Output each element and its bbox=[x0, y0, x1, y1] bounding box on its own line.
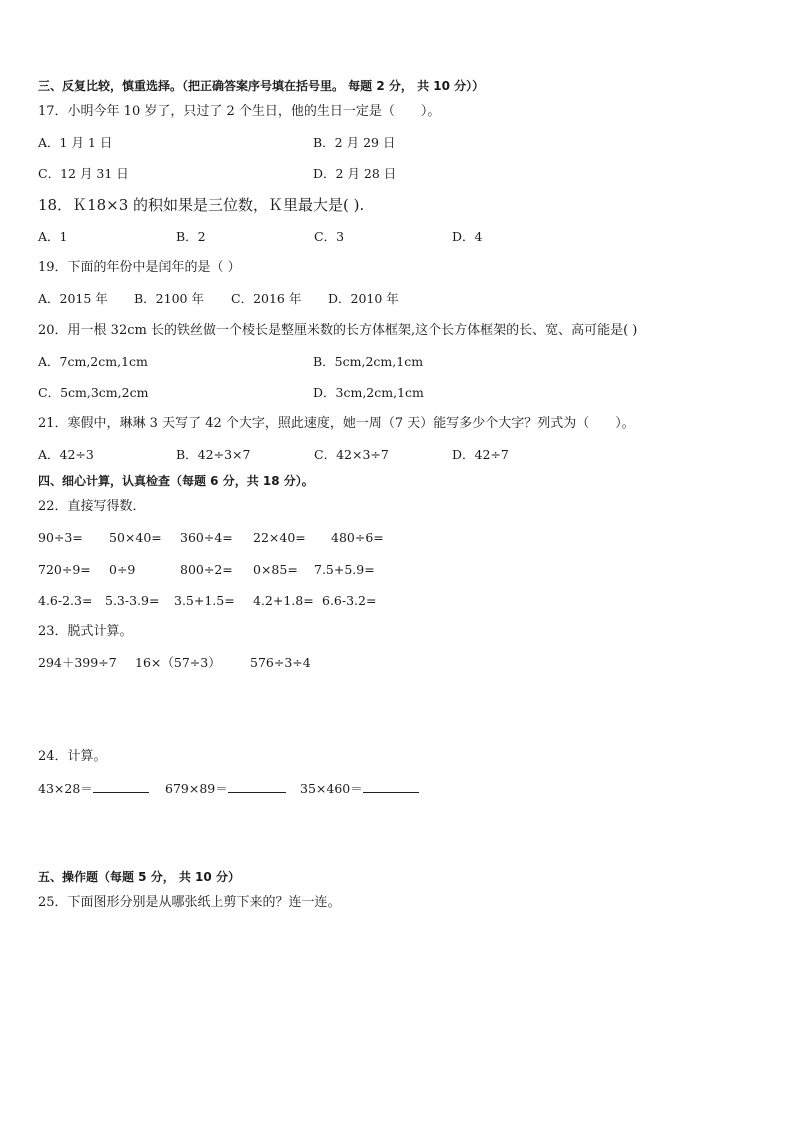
q24-expression: 43×28＝ bbox=[38, 781, 93, 796]
q19-option-c: C．2016 年 bbox=[231, 291, 302, 306]
question-18-stem: 18．Ｋ18×3 的积如果是三位数，Ｋ里最大是( ). bbox=[38, 196, 365, 214]
q24-item-3 bbox=[300, 779, 419, 798]
section-3-title: 三、反复比较，慎重选择。（把正确答案序号填在括号里。 每题 2 分， 共 10 分）） bbox=[38, 79, 485, 93]
q21-option-c: C．42×3÷7 bbox=[314, 447, 389, 462]
q22-row3-item: 4.2+1.8= bbox=[253, 593, 314, 608]
q17-option-b: B．2 月 29 日 bbox=[313, 135, 396, 150]
q18-option-c: C．3 bbox=[314, 229, 345, 244]
section-4-title: 四、细心计算，认真检查（每题 6 分，共 18 分）。 bbox=[38, 474, 314, 488]
q22-row2-item: 800÷2= bbox=[180, 562, 233, 577]
question-25-stem: 25．下面图形分别是从哪张纸上剪下来的？连一连。 bbox=[38, 895, 341, 910]
section-5-title: 五、操作题（每题 5 分， 共 10 分） bbox=[38, 870, 240, 884]
q21-option-d: D．42÷7 bbox=[452, 447, 509, 462]
q22-row1-item: 360÷4= bbox=[180, 530, 233, 545]
q23-item: 16×（57÷3） bbox=[135, 655, 221, 670]
question-22-stem: 22．直接写得数． bbox=[38, 499, 146, 514]
q24-item-1 bbox=[38, 779, 149, 798]
question-20-stem: 20．用一根 32cm 长的铁丝做一个棱长是整厘米数的长方体框架,这个长方体框架的长、宽、高可能是( ) bbox=[38, 323, 638, 338]
answer-blank[interactable] bbox=[363, 779, 419, 793]
q22-row2-item: 0÷9 bbox=[109, 562, 136, 577]
q20-option-a: A．7cm,2cm,1cm bbox=[38, 354, 148, 369]
question-23-stem: 23．脱式计算。 bbox=[38, 624, 133, 639]
q19-option-b: B．2100 年 bbox=[134, 291, 204, 306]
answer-blank[interactable] bbox=[228, 779, 286, 793]
question-24-stem: 24．计算。 bbox=[38, 749, 107, 764]
q17-option-c: C．12 月 31 日 bbox=[38, 166, 129, 181]
q22-row1-item: 480÷6= bbox=[331, 530, 384, 545]
q22-row1-item: 90÷3= bbox=[38, 530, 83, 545]
q22-row3-item: 6.6-3.2= bbox=[322, 593, 377, 608]
q20-option-b: B．5cm,2cm,1cm bbox=[313, 354, 424, 369]
q22-row1-item: 50×40= bbox=[109, 530, 162, 545]
q17-option-a: A．1 月 1 日 bbox=[38, 135, 113, 150]
q24-expression: 679×89＝ bbox=[165, 781, 228, 796]
q22-row2-item: 7.5+5.9= bbox=[314, 562, 375, 577]
q22-row3-item: 5.3-3.9= bbox=[105, 593, 160, 608]
q17-option-d: D．2 月 28 日 bbox=[313, 166, 397, 181]
q22-row2-item: 720÷9= bbox=[38, 562, 91, 577]
question-17-stem: 17．小明今年 10 岁了，只过了 2 个生日，他的生日一定是（ ）。 bbox=[38, 104, 441, 119]
q22-row3-item: 3.5+1.5= bbox=[174, 593, 235, 608]
q19-option-d: D．2010 年 bbox=[328, 291, 399, 306]
q22-row2-item: 0×85= bbox=[253, 562, 298, 577]
q24-expression: 35×460＝ bbox=[300, 781, 363, 796]
q22-row3-item: 4.6-2.3= bbox=[38, 593, 93, 608]
question-21-stem: 21．寒假中，琳琳 3 天写了 42 个大字，照此速度，她一周（7 天）能写多少个大字？列式为（ ）。 bbox=[38, 416, 635, 431]
q21-option-a: A．42÷3 bbox=[38, 447, 94, 462]
q22-row1-item: 22×40= bbox=[253, 530, 306, 545]
q23-item: 294＋399÷7 bbox=[38, 655, 117, 670]
question-19-stem: 19．下面的年份中是闰年的是（ ） bbox=[38, 260, 241, 275]
q20-option-d: D．3cm,2cm,1cm bbox=[313, 385, 424, 400]
q18-option-d: D．4 bbox=[452, 229, 483, 244]
q23-item: 576÷3÷4 bbox=[250, 655, 311, 670]
q18-option-a: A．1 bbox=[38, 229, 68, 244]
q24-item-2 bbox=[165, 779, 286, 798]
answer-blank[interactable] bbox=[93, 779, 149, 793]
q20-option-c: C．5cm,3cm,2cm bbox=[38, 385, 149, 400]
q19-option-a: A．2015 年 bbox=[38, 291, 108, 306]
q18-option-b: B．2 bbox=[176, 229, 206, 244]
q21-option-b: B．42÷3×7 bbox=[176, 447, 251, 462]
